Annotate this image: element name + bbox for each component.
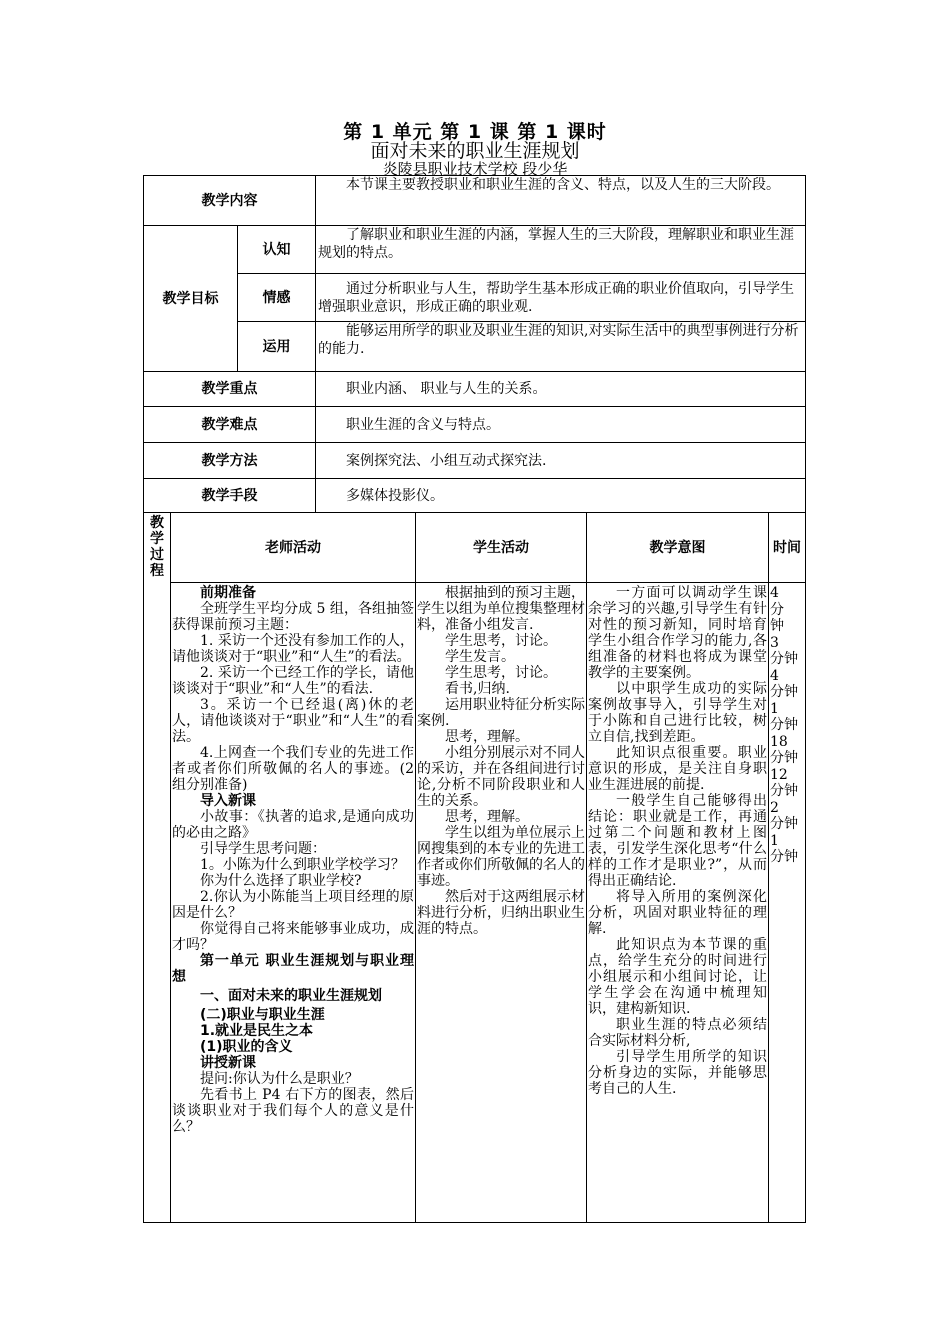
means-label: 教学手段 — [144, 479, 316, 513]
time-line: 分钟 — [770, 750, 798, 766]
intent-line: 此知识点为本节课的重点，给学生充分的时间进行小组展示和小组间讨论，让学生学会在沟通中梳理知识，建构新知识. — [588, 937, 767, 1017]
content-label: 教学内容 — [144, 176, 316, 226]
process-content-row — [144, 583, 806, 1223]
student-line: 运用职业特征分析实际案例. — [417, 697, 585, 729]
goal-text-emotion: 通过分析职业与人生，帮助学生基本形成正确的职业价值取向，引导学生增强职业意识，形成正确的职业观. — [316, 274, 806, 322]
intent-cell — [587, 583, 769, 1223]
lesson-title: 面对未来的职业生涯规划 — [370, 140, 580, 162]
means-text: 多媒体投影仪。 — [316, 479, 806, 513]
goal-label-cognition: 认知 — [238, 226, 316, 274]
key-point-row — [144, 372, 806, 407]
time-line: 2 — [770, 799, 779, 816]
content-text: 本节课主要教授职业和职业生涯的含义、特点，以及人生的三大阶段。 — [316, 176, 806, 226]
teacher-line: 1.就业是民生之本 — [200, 1023, 314, 1039]
lesson-info-table — [143, 175, 806, 513]
teacher-line: 先看书上 P4 右下方的图表，然后谈谈职业对于我们每个人的意义是什么？ — [172, 1087, 414, 1135]
goal-label-emotion: 情感 — [238, 274, 316, 322]
difficulty-row — [144, 407, 806, 443]
process-header-row — [144, 513, 806, 583]
time-line: 3 — [770, 634, 779, 651]
teacher-line: 4.上网查一个我们专业的先进工作者或者你们所敬佩的名人的事迹。(2 组分别准备) — [172, 745, 414, 793]
teacher-line: 1。小陈为什么到职业学校学习？ — [200, 857, 405, 873]
time-line: 分 — [770, 601, 784, 618]
intent-line: 职业生涯的特点必须结合实际材料分析, — [588, 1017, 767, 1049]
student-header: 学生活动 — [416, 513, 587, 583]
time-line: 1 — [770, 700, 779, 717]
intent-line: 将导入所用的案例深化分析，巩固对职业特征的理解. — [588, 889, 767, 937]
key-point-label: 教学重点 — [144, 372, 316, 407]
student-line: 然后对于这两组展示材料进行分析，归纳出职业生涯的特点。 — [417, 889, 585, 937]
student-line: 看书,归纳. — [445, 681, 510, 697]
process-label — [144, 513, 171, 1223]
goal-text-cognition: 了解职业和职业生涯的内涵，掌握人生的三大阶段，理解职业和职业生涯规划的特点。 — [316, 226, 806, 274]
goals-label: 教学目标 — [144, 226, 238, 372]
time-column — [769, 583, 805, 868]
teacher-line: 2. 采访一个已经工作的学长，请他谈谈对于“职业”和“人生”的看法. — [172, 665, 414, 697]
teacher-line: 讲授新课 — [200, 1055, 256, 1071]
time-line: 分钟 — [770, 783, 798, 799]
teacher-line: 第一单元 职业生涯规划与职业理想 — [172, 953, 414, 985]
time-line: 钟 — [770, 618, 784, 634]
student-line: 学生发言。 — [445, 649, 515, 665]
time-line: 1 — [770, 832, 779, 849]
teacher-line: 提问:你认为什么是职业？ — [200, 1071, 359, 1087]
teacher-line: 3。采访一个已经退(离)休的老人，请他谈谈对于“职业”和“人生”的看法。 — [172, 697, 414, 745]
teacher-line: 你觉得自己将来能够事业成功，成才吗？ — [172, 921, 414, 953]
goal-text-application: 能够运用所学的职业及职业生涯的知识,对实际生活中的典型事例进行分析的能力. — [316, 322, 806, 372]
goal-row-emotion — [144, 274, 806, 322]
teacher-line: 一、面对未来的职业生涯规划 — [200, 988, 382, 1004]
intent-line: 一般学生自己能够得出结论：职业就是工作，再通过第二个问题和教材上图表，引发学生深化思考“什么样的工作才是职业?”，从而得出正确结论. — [588, 793, 767, 889]
intent-header: 教学意图 — [587, 513, 769, 583]
intent-line: 一方面可以调动学生课余学习的兴趣,引导学生有针对性的预习新知，同时培育学生小组合作学习的能力,各组准备的材料也将成为课堂教学的主要案例。 — [588, 585, 767, 681]
difficulty-text: 职业生涯的含义与特点。 — [316, 407, 806, 443]
time-line: 分钟 — [770, 651, 798, 667]
teacher-line: 你为什么选择了职业学校? — [200, 873, 362, 889]
teacher-line: 1. 采访一个还没有参加工作的人，请他谈谈对于“职业”和“人生”的看法。 — [172, 633, 414, 665]
teacher-line: 小故事：《执著的追求,是通向成功的必由之路》 — [172, 809, 414, 841]
teacher-line: 引导学生思考问题： — [200, 841, 326, 857]
intent-line: 以中职学生成功的实际案例故事导入，引导学生对于小陈和自己进行比较，树立自信,找到差距。 — [588, 681, 767, 745]
teaching-intent — [587, 583, 768, 1099]
student-line: 思考，理解。 — [445, 729, 529, 745]
time-line: 分钟 — [770, 717, 798, 733]
lesson-unit-line: 第 1 单元 第 1 课 第 1 课时 — [343, 121, 607, 143]
student-line: 学生以组为单位展示上网搜集到的本专业的先进工作者或你们所敬佩的名人的事迹。 — [417, 825, 585, 889]
goal-row-application — [144, 322, 806, 372]
teacher-line: 前期准备 — [200, 585, 256, 601]
goal-row-cognition — [144, 226, 806, 274]
content-row — [144, 176, 806, 226]
time-header: 时间 — [769, 513, 806, 583]
time-line: 4 — [770, 667, 779, 684]
teacher-line: (二)职业与职业生涯 — [200, 1007, 325, 1023]
teacher-line: 全班学生平均分成 5 组，各组抽签获得课前预习主题： — [172, 601, 414, 633]
time-line: 4 — [770, 585, 779, 601]
teacher-line: 2.你认为小陈能当上项目经理的原因是什么？ — [172, 889, 414, 921]
method-text: 案例探究法、小组互动式探究法. — [316, 443, 806, 479]
method-row — [144, 443, 806, 479]
time-line: 分钟 — [770, 816, 798, 832]
difficulty-label: 教学难点 — [144, 407, 316, 443]
student-activity — [416, 583, 586, 939]
teacher-activity — [171, 583, 415, 1137]
method-label: 教学方法 — [144, 443, 316, 479]
student-line: 学生思考，讨论。 — [445, 665, 557, 681]
intent-line: 此知识点很重要。职业意识的形成，是关注自身职业生涯进展的前提. — [588, 745, 767, 793]
teacher-activity-cell — [171, 583, 416, 1223]
teaching-process-table — [143, 512, 806, 1223]
intent-line: 引导学生用所学的知识分析身边的实际，并能够思考自己的人生. — [588, 1049, 767, 1097]
time-line: 分钟 — [770, 849, 798, 865]
student-line: 根据抽到的预习主题，学生以组为单位搜集整理材料，准备小组发言. — [417, 585, 585, 633]
key-point-text: 职业内涵、 职业与人生的关系。 — [316, 372, 806, 407]
author-line: 炎陵县职业技术学校 段少华 — [382, 160, 568, 178]
time-line: 18 — [770, 733, 788, 750]
time-cell — [769, 583, 806, 1223]
student-line: 小组分别展示对不同人的采访，并在各组间进行讨论,分析不同阶段职业和人生的关系。 — [417, 745, 585, 809]
teacher-line: 导入新课 — [200, 793, 256, 809]
student-line: 思考，理解。 — [445, 809, 529, 825]
student-line: 学生思考，讨论。 — [445, 633, 557, 649]
time-line: 12 — [770, 766, 788, 783]
process-label-text: 教 学 过 程 — [150, 515, 164, 579]
teacher-line: (1)职业的含义 — [200, 1039, 293, 1055]
teacher-header: 老师活动 — [171, 513, 416, 583]
means-row — [144, 479, 806, 513]
time-line: 分钟 — [770, 684, 798, 700]
goal-label-application: 运用 — [238, 322, 316, 372]
student-activity-cell — [416, 583, 587, 1223]
